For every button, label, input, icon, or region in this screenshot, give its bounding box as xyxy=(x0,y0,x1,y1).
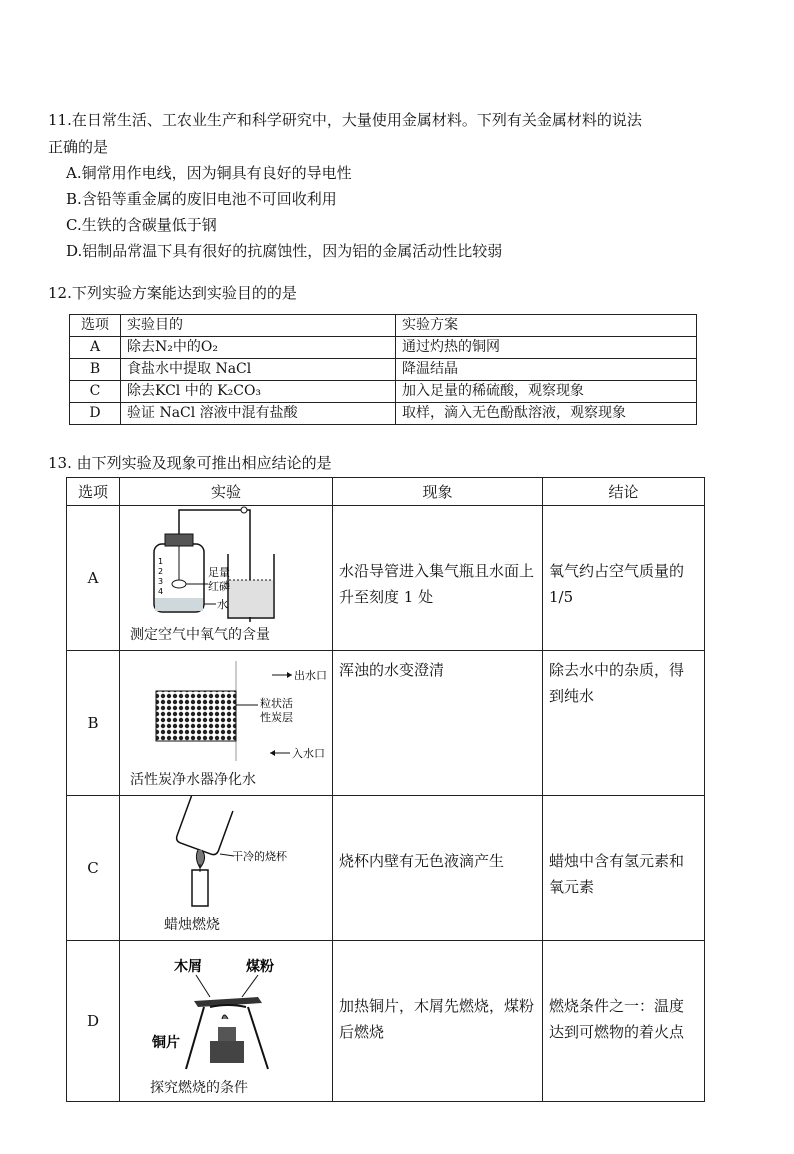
q11-stem xyxy=(48,107,736,161)
fig-label-sufficient: 足量 xyxy=(208,566,230,579)
table-header: 结论 xyxy=(543,478,705,506)
q12-table xyxy=(69,314,697,425)
row-label: D xyxy=(67,941,120,1102)
water-purifier-diagram xyxy=(124,651,327,769)
table-row xyxy=(67,651,705,796)
candle-diagram xyxy=(124,796,320,914)
table-header: 实验 xyxy=(120,478,333,506)
experiment-caption: 测定空气中氧气的含量 xyxy=(130,627,270,643)
row-label: C xyxy=(70,381,121,403)
water-purifier-figure xyxy=(124,651,328,791)
combustion-diagram xyxy=(124,941,320,1075)
experiment-caption: 活性炭净水器净化水 xyxy=(130,772,256,788)
table-row xyxy=(70,337,697,359)
scale-tick: 1 xyxy=(158,557,164,566)
phenomenon-cell: 加热铜片，木屑先燃烧，煤粉后燃烧 xyxy=(333,941,543,1102)
conclusion-cell: 氧气约占空气质量的 1/5 xyxy=(543,506,705,651)
q12-stem: 12.下列实验方案能达到实验目的的是 xyxy=(48,284,297,302)
phenomenon-cell: 烧杯内壁有无色液滴产生 xyxy=(333,796,543,941)
experiment-cell xyxy=(120,796,333,941)
table-row xyxy=(67,796,705,941)
q13-stem: 13. 由下列实验及现象可推出相应结论的是 xyxy=(48,454,332,472)
q11-option-c: C.生铁的含碳量低于钢 xyxy=(66,216,217,234)
table-header: 实验目的 xyxy=(121,315,396,337)
fig-label-copper: 铜片 xyxy=(152,1035,180,1051)
table-header: 选项 xyxy=(70,315,121,337)
table-header-row xyxy=(70,315,697,337)
fig-label-carbon-1: 粒状活 xyxy=(260,697,293,710)
oxygen-apparatus-diagram xyxy=(124,506,320,624)
q11-stem-line2: 正确的是 xyxy=(48,138,109,156)
scale-tick: 2 xyxy=(158,567,164,576)
row-label: C xyxy=(67,796,120,941)
row-purpose: 验证 NaCl 溶液中混有盐酸 xyxy=(121,403,396,425)
oxygen-apparatus-figure xyxy=(124,506,328,646)
row-label: D xyxy=(70,403,121,425)
q11-option-a: A.铜常用作电线，因为铜具有良好的导电性 xyxy=(66,164,352,182)
experiment-cell xyxy=(120,506,333,651)
fig-label-wood: 木屑 xyxy=(174,959,202,975)
phenomenon-cell: 浑浊的水变澄清 xyxy=(333,651,543,796)
table-row xyxy=(70,381,697,403)
fig-label-carbon-2: 性炭层 xyxy=(260,711,293,724)
row-plan: 通过灼热的铜网 xyxy=(396,337,697,359)
table-row xyxy=(70,403,697,425)
row-label: A xyxy=(70,337,121,359)
table-row xyxy=(67,941,705,1102)
row-purpose: 食盐水中提取 NaCl xyxy=(121,359,396,381)
table-header: 现象 xyxy=(333,478,543,506)
scale-tick: 4 xyxy=(158,587,164,596)
fig-label-inlet: 入水口 xyxy=(292,747,325,760)
row-label: B xyxy=(70,359,121,381)
table-header: 选项 xyxy=(67,478,120,506)
experiment-cell xyxy=(120,941,333,1102)
row-purpose: 除去N₂中的O₂ xyxy=(121,337,396,359)
table-header: 实验方案 xyxy=(396,315,697,337)
experiment-caption: 探究燃烧的条件 xyxy=(150,1080,248,1096)
fig-label-water: 水 xyxy=(217,598,228,611)
row-plan: 降温结晶 xyxy=(396,359,697,381)
q11-stem-line1: 11.在日常生活、工农业生产和科学研究中，大量使用金属材料。下列有关金属材料的说法 xyxy=(48,111,642,129)
scale-tick: 3 xyxy=(158,577,164,586)
q13-table xyxy=(66,477,705,1102)
q11-option-d: D.铝制品常温下具有很好的抗腐蚀性，因为铝的金属活动性比较弱 xyxy=(66,242,503,260)
row-plan: 取样，滴入无色酚酞溶液，观察现象 xyxy=(396,403,697,425)
table-header-row xyxy=(67,478,705,506)
conclusion-cell: 除去水中的杂质，得到纯水 xyxy=(543,651,705,796)
fig-label-coal: 煤粉 xyxy=(246,959,274,975)
q11-option-b: B.含铅等重金属的废旧电池不可回收利用 xyxy=(66,190,337,208)
fig-label-outlet: 出水口 xyxy=(294,669,327,682)
table-row xyxy=(67,506,705,651)
conclusion-cell: 燃烧条件之一：温度达到可燃物的着火点 xyxy=(543,941,705,1102)
conclusion-cell: 蜡烛中含有氢元素和氧元素 xyxy=(543,796,705,941)
row-label: A xyxy=(67,506,120,651)
fig-label-cold-beaker: 干冷的烧杯 xyxy=(232,850,287,863)
row-plan: 加入足量的稀硫酸，观察现象 xyxy=(396,381,697,403)
fig-label-red-phosphorus: 红磷 xyxy=(208,580,230,593)
phenomenon-cell: 水沿导管进入集气瓶且水面上升至刻度 1 处 xyxy=(333,506,543,651)
experiment-caption: 蜡烛燃烧 xyxy=(164,917,220,933)
combustion-figure xyxy=(124,941,328,1097)
table-row xyxy=(70,359,697,381)
row-purpose: 除去KCl 中的 K₂CO₃ xyxy=(121,381,396,403)
candle-figure xyxy=(124,796,328,936)
row-label: B xyxy=(67,651,120,796)
experiment-cell xyxy=(120,651,333,796)
